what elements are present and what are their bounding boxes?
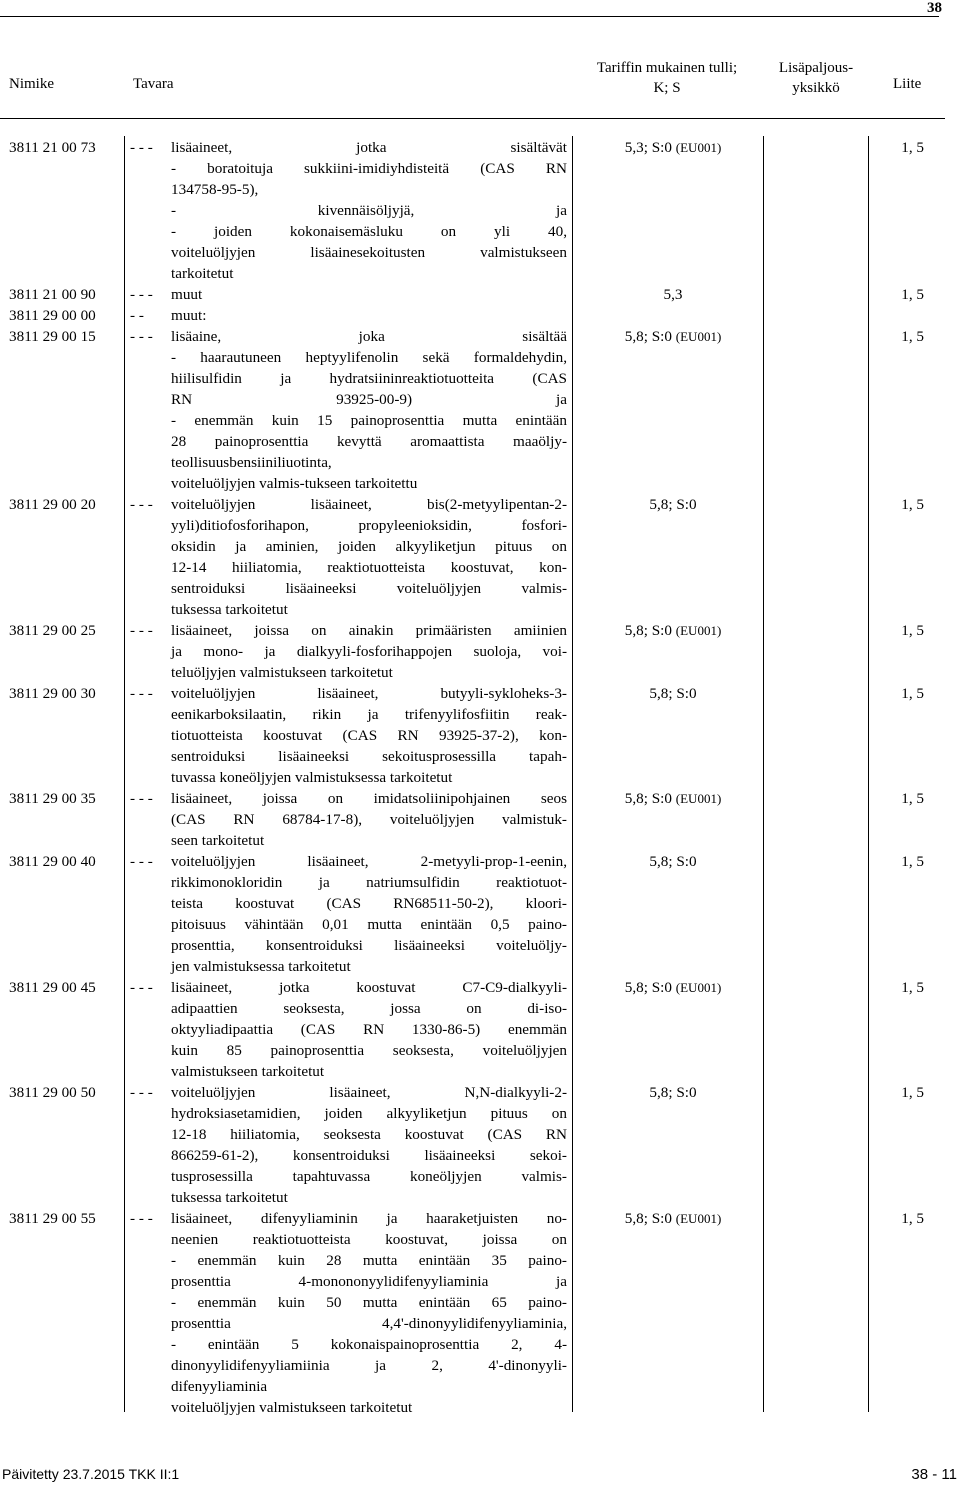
page-number: 38 bbox=[927, 0, 942, 16]
row-duty bbox=[598, 1082, 748, 1103]
description-line: teollisuusbensiiniliuotinta, bbox=[171, 454, 332, 471]
row-level-dashes: - - - bbox=[130, 790, 153, 807]
description-line: muut: bbox=[171, 307, 207, 324]
row-duty bbox=[598, 851, 748, 872]
row-description bbox=[171, 1082, 567, 1208]
description-line: adipaattien seoksesta, jossa on di-iso- bbox=[171, 1000, 567, 1017]
description-line: lisäaine, joka sisältää bbox=[171, 328, 567, 345]
row-level-dashes: - - - bbox=[130, 1084, 153, 1101]
row-description bbox=[171, 326, 567, 494]
description-line: jen valmistuksessa tarkoitetut bbox=[171, 958, 351, 975]
description-line: lisäaineet, joissa on ainakin primääristen amiinien bbox=[171, 622, 567, 639]
description-line: - kivennäisöljyjä, ja bbox=[171, 202, 567, 219]
row-level-dashes: - - - bbox=[130, 139, 153, 156]
duty-eu-code: (EU001) bbox=[675, 980, 722, 995]
description-line: pitoisuus vähintään 0,01 mutta enintään 0,5 paino- bbox=[171, 916, 567, 933]
row-code: 3811 29 00 35 bbox=[9, 790, 96, 807]
table-row bbox=[0, 788, 945, 851]
description-line: sentroiduksi lisäaineeksi sekoitusprosessilla tapah- bbox=[171, 748, 567, 765]
header-tavara: Tavara bbox=[133, 76, 174, 92]
description-line: voiteluöljyjen lisäaineet, N,N-dialkyyli-2- bbox=[171, 1084, 567, 1101]
row-liite: 1, 5 bbox=[901, 1084, 924, 1101]
description-line: tarkoitetut bbox=[171, 265, 234, 282]
description-line: tuksessa tarkoitetut bbox=[171, 601, 288, 618]
row-liite: 1, 5 bbox=[901, 622, 924, 639]
top-rule bbox=[0, 16, 939, 17]
description-line: prosenttia, konsentroiduksi lisäaineeksi voiteluöljy- bbox=[171, 937, 567, 954]
duty-eu-code: (EU001) bbox=[675, 623, 722, 638]
row-description bbox=[171, 620, 567, 683]
description-line: voiteluöljyjen lisäaineet, 2-metyyli-prop-1-eenin, bbox=[171, 853, 567, 870]
row-duty bbox=[598, 1208, 748, 1229]
duty-rate: 5,8; S:0 bbox=[624, 1210, 672, 1227]
row-liite: 1, 5 bbox=[901, 979, 924, 996]
header-liite: Liite bbox=[893, 76, 922, 92]
duty-rate: 5,3 bbox=[663, 286, 683, 303]
row-description bbox=[171, 788, 567, 851]
description-line: - boratoituja sukkiini-imidiyhdisteitä (CAS RN bbox=[171, 160, 567, 177]
description-line: neenien reaktiotuotteista koostuvat, joissa on bbox=[171, 1231, 567, 1248]
row-code: 3811 29 00 45 bbox=[9, 979, 96, 996]
description-line: oksidin ja aminien, joiden alkyyliketjun pituus on bbox=[171, 538, 567, 555]
description-line: - haarautuneen heptyylifenolin sekä formaldehydin, bbox=[171, 349, 567, 366]
row-description bbox=[171, 977, 567, 1082]
description-line: teluöljyjen valmistukseen tarkoitetut bbox=[171, 664, 393, 681]
row-level-dashes: - - - bbox=[130, 1210, 153, 1227]
row-description bbox=[171, 305, 567, 326]
row-level-dashes: - - - bbox=[130, 496, 153, 513]
row-duty bbox=[598, 977, 748, 998]
row-code: 3811 29 00 30 bbox=[9, 685, 96, 702]
description-line: prosenttia 4-monononyylidifenyyliaminia ja bbox=[171, 1273, 567, 1290]
description-line: prosenttia 4,4'-dinonyylidifenyyliaminia, bbox=[171, 1315, 567, 1332]
header-lisa-line1: Lisäpaljous- bbox=[778, 60, 854, 76]
table-row bbox=[0, 494, 945, 620]
description-line: lisäaineet, jotka koostuvat C7-C9-dialkyyli- bbox=[171, 979, 567, 996]
duty-eu-code: (EU001) bbox=[675, 791, 722, 806]
description-line: yyli)ditiofosforihapon, propyleenioksidin, fosfori- bbox=[171, 517, 567, 534]
description-line: kuin 85 painoprosenttia seoksesta, voiteluöljyjen bbox=[171, 1042, 567, 1059]
duty-rate: 5,8; S:0 bbox=[649, 685, 697, 702]
row-duty bbox=[598, 683, 748, 704]
description-line: difenyyliaminia bbox=[171, 1378, 268, 1395]
description-line: voiteluöljyjen lisäaineet, butyyli-sykloheks-3- bbox=[171, 685, 567, 702]
description-line: voiteluöljyjen lisäainesekoitusten valmistukseen bbox=[171, 244, 567, 261]
row-duty bbox=[598, 137, 748, 158]
duty-rate: 5,8; S:0 bbox=[624, 328, 672, 345]
header-nimike: Nimike bbox=[9, 76, 54, 92]
row-liite: 1, 5 bbox=[901, 1210, 924, 1227]
row-description bbox=[171, 494, 567, 620]
row-code: 3811 29 00 15 bbox=[9, 328, 96, 345]
description-line: tuksessa tarkoitetut bbox=[171, 1189, 288, 1206]
row-liite: 1, 5 bbox=[901, 139, 924, 156]
header-tulli bbox=[592, 58, 742, 98]
table-row bbox=[0, 1082, 945, 1208]
header-tulli-line2: K; S bbox=[653, 80, 681, 96]
row-description bbox=[171, 683, 567, 788]
duty-rate: 5,8; S:0 bbox=[649, 1084, 697, 1101]
duty-eu-code: (EU001) bbox=[675, 329, 722, 344]
description-line: 134758-95-5), bbox=[171, 181, 259, 198]
description-line: hiilisulfidin ja hydratsiininreaktiotuotteita (CAS bbox=[171, 370, 567, 387]
row-liite: 1, 5 bbox=[901, 853, 924, 870]
row-liite: 1, 5 bbox=[901, 685, 924, 702]
row-code: 3811 29 00 25 bbox=[9, 622, 96, 639]
table-row bbox=[0, 620, 945, 683]
description-line: lisäaineet, difenyyliaminin ja haaraketjuisten no- bbox=[171, 1210, 567, 1227]
description-line: teista koostuvat (CAS RN68511-50-2), kloori- bbox=[171, 895, 567, 912]
row-level-dashes: - - - bbox=[130, 622, 153, 639]
description-line: seen tarkoitetut bbox=[171, 832, 265, 849]
row-liite: 1, 5 bbox=[901, 286, 924, 303]
footer-updated: Päivitetty 23.7.2015 TKK II:1 bbox=[2, 1466, 180, 1482]
table-row bbox=[0, 305, 945, 326]
row-duty bbox=[598, 788, 748, 809]
table-row bbox=[0, 284, 945, 305]
row-level-dashes: - - bbox=[130, 307, 144, 324]
description-line: RN 93925-00-9) ja bbox=[171, 391, 567, 408]
duty-eu-code: (EU001) bbox=[675, 140, 722, 155]
row-description bbox=[171, 137, 567, 284]
row-liite: 1, 5 bbox=[901, 328, 924, 345]
description-line: lisäaineet, joissa on imidatsoliinipohjainen seos bbox=[171, 790, 567, 807]
header-rule bbox=[0, 118, 945, 119]
row-liite: 1, 5 bbox=[901, 790, 924, 807]
row-duty bbox=[598, 494, 748, 515]
duty-rate: 5,8; S:0 bbox=[624, 979, 672, 996]
description-line: rikkimonokloridin ja natriumsulfidin reaktiotuot- bbox=[171, 874, 567, 891]
description-line: (CAS RN 68784-17-8), voiteluöljyjen valmistuk- bbox=[171, 811, 567, 828]
table-row bbox=[0, 851, 945, 977]
description-line: tuvassa koneöljyjen valmistuksessa tarkoitetut bbox=[171, 769, 453, 786]
description-line: sentroiduksi lisäaineeksi voiteluöljyjen valmis- bbox=[171, 580, 567, 597]
description-line: - enemmän kuin 28 mutta enintään 35 paino- bbox=[171, 1252, 567, 1269]
description-line: voiteluöljyjen lisäaineet, bis(2-metyylipentan-2- bbox=[171, 496, 567, 513]
table-row bbox=[0, 1208, 945, 1418]
description-line: - joiden kokonaisemäsluku on yli 40, bbox=[171, 223, 567, 240]
description-line: hydroksiasetamidien, joiden alkyyliketjun pituus on bbox=[171, 1105, 567, 1122]
row-code: 3811 29 00 40 bbox=[9, 853, 96, 870]
description-line: tusprosessilla tapahtuvassa koneöljyjen valmis- bbox=[171, 1168, 567, 1185]
row-description bbox=[171, 851, 567, 977]
row-code: 3811 21 00 73 bbox=[9, 139, 96, 156]
description-line: - enintään 5 kokonaispainoprosenttia 2, 4- bbox=[171, 1336, 567, 1353]
description-line: dinonyylidifenyyliamiinia ja 2, 4'-dinonyyli- bbox=[171, 1357, 567, 1374]
duty-rate: 5,8; S:0 bbox=[649, 496, 697, 513]
description-line: eenikarboksilaatin, rikin ja trifenyylifosfiitin reak- bbox=[171, 706, 567, 723]
description-line: lisäaineet, jotka sisältävät bbox=[171, 139, 567, 156]
footer-page: 38 - 11 bbox=[911, 1466, 957, 1483]
row-code: 3811 29 00 50 bbox=[9, 1084, 96, 1101]
row-code: 3811 29 00 55 bbox=[9, 1210, 96, 1227]
description-line: voiteluöljyjen valmistukseen tarkoitetut bbox=[171, 1399, 413, 1416]
row-level-dashes: - - - bbox=[130, 328, 153, 345]
row-level-dashes: - - - bbox=[130, 853, 153, 870]
row-duty bbox=[598, 326, 748, 347]
table-row bbox=[0, 137, 945, 284]
description-line: ja mono- ja dialkyyli-fosforihappojen suoloja, voi- bbox=[171, 643, 567, 660]
table-row bbox=[0, 977, 945, 1082]
row-code: 3811 29 00 20 bbox=[9, 496, 96, 513]
row-code: 3811 29 00 00 bbox=[9, 307, 96, 324]
row-duty bbox=[598, 284, 748, 305]
row-liite: 1, 5 bbox=[901, 496, 924, 513]
row-level-dashes: - - - bbox=[130, 685, 153, 702]
description-line: 12-14 hiiliatomia, reaktiotuotteista koostuvat, kon- bbox=[171, 559, 567, 576]
row-level-dashes: - - - bbox=[130, 286, 153, 303]
table-row bbox=[0, 683, 945, 788]
description-line: 12-18 hiiliatomia, seoksesta koostuvat (CAS RN bbox=[171, 1126, 567, 1143]
description-line: muut bbox=[171, 286, 203, 303]
description-line: tiotuotteista koostuvat (CAS RN 93925-37-2), kon- bbox=[171, 727, 567, 744]
header-lisa-line2: yksikkö bbox=[792, 80, 840, 96]
row-description bbox=[171, 1208, 567, 1418]
description-line: - enemmän kuin 50 mutta enintään 65 paino- bbox=[171, 1294, 567, 1311]
header-tulli-line1: Tariffin mukainen tulli; bbox=[596, 60, 738, 76]
description-line: voiteluöljyjen valmis-tukseen tarkoitettu bbox=[171, 475, 418, 492]
description-line: oktyyliadipaattia (CAS RN 1330-86-5) enemmän bbox=[171, 1021, 567, 1038]
description-line: 28 painoprosenttia kevyttä aromaattista maaöljy- bbox=[171, 433, 567, 450]
description-line: - enemmän kuin 15 painoprosenttia mutta enintään bbox=[171, 412, 567, 429]
duty-rate: 5,3; S:0 bbox=[624, 139, 672, 156]
table-row bbox=[0, 326, 945, 494]
duty-rate: 5,8; S:0 bbox=[624, 622, 672, 639]
row-duty bbox=[598, 620, 748, 641]
row-code: 3811 21 00 90 bbox=[9, 286, 96, 303]
row-level-dashes: - - - bbox=[130, 979, 153, 996]
description-line: 866259-61-2), konsentroiduksi lisäaineeksi sekoi- bbox=[171, 1147, 567, 1164]
duty-rate: 5,8; S:0 bbox=[624, 790, 672, 807]
row-description bbox=[171, 284, 567, 305]
duty-eu-code: (EU001) bbox=[675, 1211, 722, 1226]
header-lisa bbox=[770, 58, 862, 98]
duty-rate: 5,8; S:0 bbox=[649, 853, 697, 870]
description-line: valmistukseen tarkoitetut bbox=[171, 1063, 325, 1080]
